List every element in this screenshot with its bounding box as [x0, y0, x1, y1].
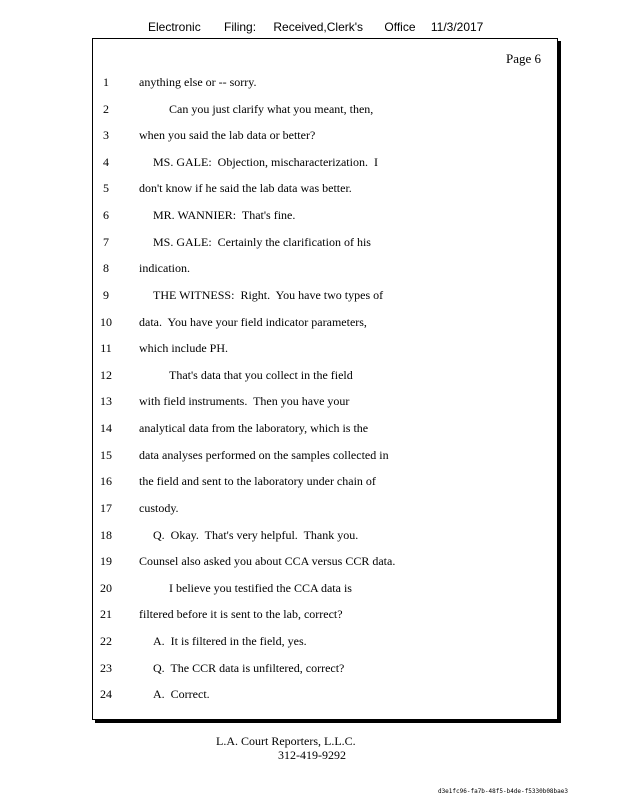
transcript-line	[93, 128, 557, 144]
line-text: filtered before it is sent to the lab, correct?	[139, 607, 343, 621]
line-text: A. It is filtered in the field, yes.	[153, 634, 307, 648]
transcript-line	[93, 661, 557, 677]
filing-header-office: Office	[384, 20, 416, 34]
line-text: anything else or -- sorry.	[139, 75, 257, 89]
line-number: 3	[103, 128, 109, 142]
transcript-line	[93, 261, 557, 277]
line-number: 20	[100, 581, 112, 595]
transcript-line	[93, 288, 557, 304]
line-number: 14	[100, 421, 112, 435]
line-text: Q. The CCR data is unfiltered, correct?	[153, 661, 345, 675]
line-text: the field and sent to the laboratory under chain of	[139, 474, 376, 488]
transcript-line	[93, 687, 557, 703]
transcript-page	[92, 38, 558, 720]
line-text: That's data that you collect in the field	[169, 368, 353, 382]
line-number: 16	[100, 474, 112, 488]
transcript-line	[93, 501, 557, 517]
line-number: 1	[103, 75, 109, 89]
line-number: 5	[103, 181, 109, 195]
line-text: which include PH.	[139, 341, 228, 355]
transcript-line	[93, 208, 557, 224]
transcript-line	[93, 155, 557, 171]
transcript-line	[93, 181, 557, 197]
line-number: 7	[103, 235, 109, 249]
line-number: 2	[103, 102, 109, 116]
line-text: don't know if he said the lab data was better.	[139, 181, 352, 195]
transcript-line	[93, 394, 557, 410]
line-number: 22	[100, 634, 112, 648]
transcript-line	[93, 421, 557, 437]
line-text: indication.	[139, 261, 190, 275]
transcript-line	[93, 554, 557, 570]
filing-header-date: 11/3/2017	[430, 20, 484, 34]
line-number: 23	[100, 661, 112, 675]
page-number: Page 6	[505, 51, 541, 66]
document-hash: d3e1fc96-fa7b-48f5-b4de-f5330b08bae3	[437, 788, 568, 795]
transcript-line	[93, 75, 557, 91]
transcript-line	[93, 448, 557, 464]
line-text: MS. GALE: Certainly the clarification of his	[153, 235, 371, 249]
line-text: I believe you testified the CCA data is	[169, 581, 352, 595]
court-reporter-phone: 312-419-9292	[278, 748, 346, 762]
transcript-line	[93, 581, 557, 597]
line-number: 18	[100, 528, 112, 542]
transcript-line	[93, 235, 557, 251]
line-text: Q. Okay. That's very helpful. Thank you.	[153, 528, 359, 542]
transcript-line	[93, 634, 557, 650]
line-number: 4	[103, 155, 109, 169]
line-text: when you said the lab data or better?	[139, 128, 316, 142]
line-text: THE WITNESS: Right. You have two types of	[153, 288, 384, 302]
court-reporter-name: L.A. Court Reporters, L.L.C.	[216, 734, 356, 748]
transcript-line	[93, 102, 557, 118]
line-text: MR. WANNIER: That's fine.	[153, 208, 296, 222]
filing-header-received: Received,Clerk's	[273, 20, 364, 34]
line-number: 6	[103, 208, 109, 222]
line-number: 19	[100, 554, 112, 568]
line-number: 21	[100, 607, 112, 621]
line-text: with field instruments. Then you have your	[139, 394, 350, 408]
transcript-line	[93, 315, 557, 331]
filing-header-filing: Filing:	[224, 20, 257, 34]
line-number: 8	[103, 261, 109, 275]
line-text: MS. GALE: Objection, mischaracterization. I	[153, 155, 378, 169]
line-text: analytical data from the laboratory, which is the	[139, 421, 369, 435]
transcript-line	[93, 528, 557, 544]
transcript-line	[93, 474, 557, 490]
line-number: 17	[100, 501, 112, 515]
line-text: data analyses performed on the samples collected in	[139, 448, 389, 462]
line-number: 15	[100, 448, 112, 462]
line-number: 13	[100, 394, 112, 408]
line-text: A. Correct.	[153, 687, 210, 701]
line-number: 12	[100, 368, 112, 382]
filing-header	[148, 20, 483, 34]
transcript-line	[93, 368, 557, 384]
line-text: Counsel also asked you about CCA versus CCR data.	[139, 554, 396, 568]
line-text: data. You have your field indicator parameters,	[139, 315, 367, 329]
line-number: 24	[100, 687, 112, 701]
line-number: 11	[100, 341, 112, 355]
transcript-line	[93, 607, 557, 623]
line-number: 9	[103, 288, 109, 302]
transcript-line	[93, 341, 557, 357]
filing-header-electronic: Electronic	[148, 20, 201, 34]
line-number: 10	[100, 315, 112, 329]
line-text: Can you just clarify what you meant, then,	[169, 102, 374, 116]
line-text: custody.	[139, 501, 179, 515]
